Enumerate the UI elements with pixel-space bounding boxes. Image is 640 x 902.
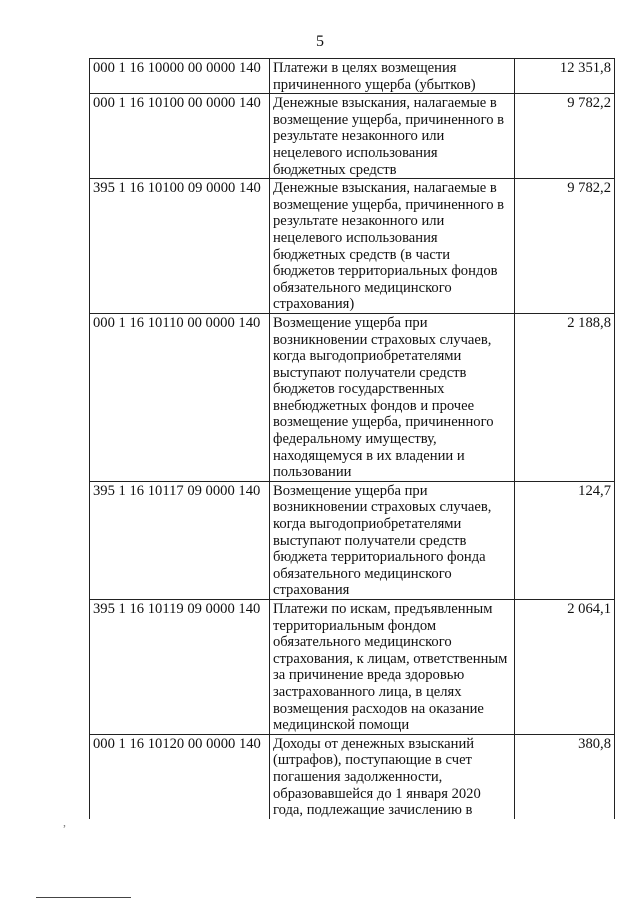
- amount-cell: 2 064,1: [515, 600, 615, 735]
- description-cell: Доходы от денежных взысканий (штрафов), поступающие в счет погашения задолженности, образовавшейся до 1 января 2020 года, подлежащие зачислению в: [270, 734, 515, 818]
- description-cell: Возмещение ущерба при возникновении страховых случаев, когда выгодоприобретателями выступают получатели средств бюджета территориального фонда обязательного медицинского страхования: [270, 481, 515, 599]
- budget-code-cell: 000 1 16 10120 00 0000 140: [90, 734, 270, 818]
- amount-cell: 9 782,2: [515, 94, 615, 179]
- description-cell: Возмещение ущерба при возникновении страховых случаев, когда выгодоприобретателями выступают получатели средств бюджетов государственных внебюджетных фондов и прочее возмещение ущерба, причиненного федеральному имуществу, находящемуся в их владении и пользовании: [270, 313, 515, 481]
- amount-cell: 12 351,8: [515, 59, 615, 94]
- description-cell: Платежи в целях возмещения причиненного ущерба (убытков): [270, 59, 515, 94]
- budget-code-cell: 395 1 16 10117 09 0000 140: [90, 481, 270, 599]
- budget-code-cell: 000 1 16 10100 00 0000 140: [90, 94, 270, 179]
- amount-cell: 380,8: [515, 734, 615, 818]
- budget-code-cell: 395 1 16 10119 09 0000 140: [90, 600, 270, 735]
- budget-code-cell: 395 1 16 10100 09 0000 140: [90, 179, 270, 314]
- amount-cell: 124,7: [515, 481, 615, 599]
- amount-cell: 9 782,2: [515, 179, 615, 314]
- table-row: [90, 600, 615, 735]
- amount-cell: 2 188,8: [515, 313, 615, 481]
- budget-code-cell: 000 1 16 10000 00 0000 140: [90, 59, 270, 94]
- description-cell: Денежные взыскания, налагаемые в возмещение ущерба, причиненного в результате незаконного или нецелевого использования бюджетных средств: [270, 94, 515, 179]
- page-number: 5: [316, 33, 324, 50]
- table-row: [90, 179, 615, 314]
- table-row: [90, 59, 615, 94]
- budget-code-cell: 000 1 16 10110 00 0000 140: [90, 313, 270, 481]
- footnote-divider: [36, 897, 131, 898]
- scan-artifact-mark: ,: [63, 815, 66, 829]
- table-row: [90, 94, 615, 179]
- table-row: [90, 313, 615, 481]
- description-cell: Платежи по искам, предъявленным территориальным фондом обязательного медицинского страхования, к лицам, ответственным за причинение вреда здоровью застрахованного лица, в целях возмещения расходов на оказание медицинской помощи: [270, 600, 515, 735]
- description-cell: Денежные взыскания, налагаемые в возмещение ущерба, причиненного в результате незаконного или нецелевого использования бюджетных средств (в части бюджетов территориальных фондов обязательного медицинского страхования): [270, 179, 515, 314]
- table-row: [90, 734, 615, 818]
- table-row: [90, 481, 615, 599]
- revenue-table: [89, 58, 615, 819]
